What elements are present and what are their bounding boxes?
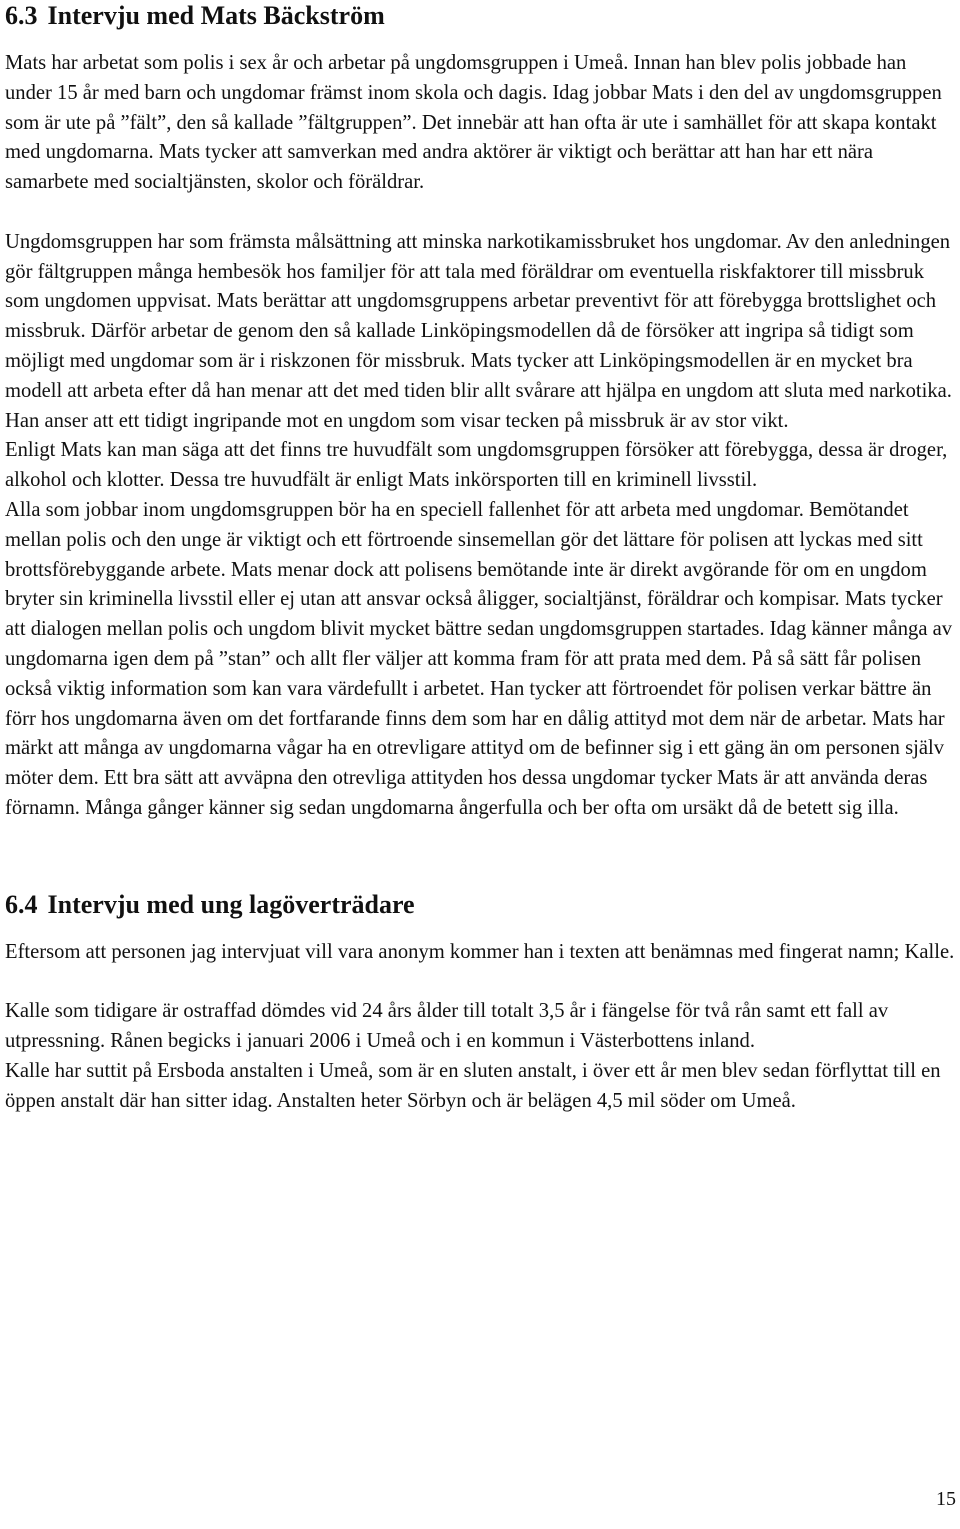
section-number: 6.4 [5, 889, 38, 919]
paragraph: Mats har arbetat som polis i sex år och arbetar på ungdomsgruppen i Umeå. Innan han blev polis jobbade han under 15 år med barn och ungdomar främst inom skola och dagis. Idag jobbar Mats i den del av ungdomsgruppen som är ute på ”fält”, den så kallade ”fältgruppen”. Det innebär att han ofta är ute i samhället för att skapa kontakt med ungdomarna. Mats tycker att samverkan med andra aktörer är viktigt och berättar att han har ett nära samarbete med socialtjänsten, skolor och föräldrar. [5, 52, 942, 194]
paragraph: Kalle som tidigare är ostraffad dömdes vid 24 års ålder till totalt 3,5 år i fängelse för två rån samt ett fall av utpressning. Rånen begicks i januari 2006 i Umeå och i en kommun i Västerbottens inland. [5, 1000, 889, 1053]
section-heading-6-4 [5, 890, 955, 920]
section-number: 6.3 [5, 1, 38, 30]
section-title: Intervju med Mats Bäckström [47, 1, 385, 30]
paragraph: Kalle har suttit på Ersboda anstalten i Umeå, som är en sluten anstalt, i över ett år men blev sedan förflyttat till en öppen anstalt där han sitter idag. Anstalten heter Sörbyn och är belägen 4,5 mil söder om Umeå. [5, 1059, 941, 1112]
paragraph: Eftersom att personen jag intervjuat vill vara anonym kommer han i texten att benämnas med fingerat namn; Kalle. [5, 940, 955, 963]
section-title: Intervju med ung lagöverträdare [47, 889, 415, 919]
page-number: 15 [936, 1488, 956, 1510]
document-page [5, 0, 955, 1117]
section-heading-6-3 [5, 1, 955, 31]
paragraph: Enligt Mats kan man säga att det finns tre huvudfält som ungdomsgruppen försöker att förebygga, dessa är droger, alkohol och klotter. Dessa tre huvudfält är enligt Mats inkörsporten till en kriminell livsstil. [5, 439, 948, 492]
paragraph: Ungdomsgruppen har som främsta målsättning att minska narkotikamissbruket hos ungdomar. Av den anledningen gör fältgruppen många hembesök hos familjer för att tala med föräldrar om eventuella riskfaktorer till missbruk som ungdomen uppvisat. Mats berättar att ungdomsgruppens arbetar preventivt för att förebygga brottslighet och missbruk. Därför arbetar de genom den så kallade Linköpingsmodellen då de försöker att ingripa så tidigt som möjligt med ungdomar som är i riskzonen för missbruk. Mats tycker att Linköpingsmodellen är en mycket bra modell att arbeta efter då han menar att det med tiden blir allt svårare att hjälpa en ungdom att sluta med narkotika. Han anser att ett tidigt ingripande mot en ungdom som visar tecken på missbruk är av stor vikt. [5, 230, 952, 432]
paragraph: Alla som jobbar inom ungdomsgruppen bör ha en speciell fallenhet för att arbeta med ungdomar. Bemötandet mellan polis och den unge är viktigt och ett förtroende sinsemellan gör det lättare för polisen att lyckas med sitt brottsförebyggande arbete. Mats menar dock att polisens bemötande inte är direkt avgörande för om en ungdom bryter sin kriminella livsstil eller ej utan att ansvar också åligger, socialtjänst, föräldrar och kompisar. Mats tycker att dialogen mellan polis och ungdom blivit mycket bättre sedan ungdomsgruppen startades. Idag känner många av ungdomarna igen dem på ”stan” och allt fler väljer att komma fram för att prata med dem. På så sätt får polisen också viktig information som kan vara värdefullt i arbetet. Han tycker att förtroendet för polisen verkar bättre än förr hos ungdomarna även om det fortfarande finns dem som har en dålig attityd mot dem när de arbetar. Mats har märkt att många av ungdomarna vågar ha en otrevligare attityd om de befinner sig i ett gäng än om personen själv möter dem. Ett bra sätt att avväpna den otrevliga attityden hos dessa ungdomar tycker Mats är att använda deras förnamn. Många gånger känner sig sedan ungdomarna ångerfulla och ber ofta om ursäkt då de betett sig illa. [5, 498, 953, 819]
